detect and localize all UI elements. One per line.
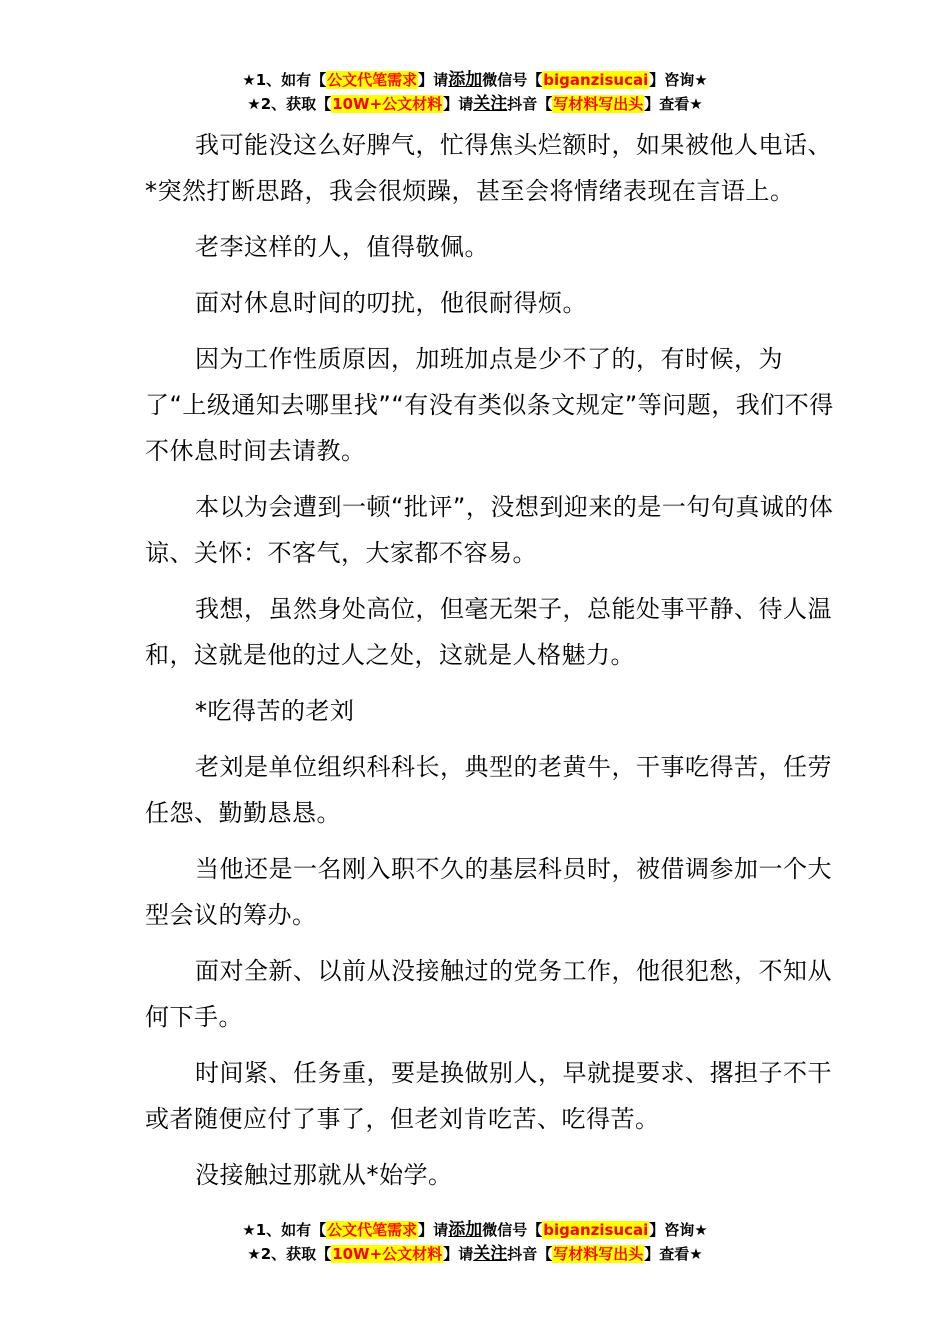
paragraph: 没接触过那就从*始学。 xyxy=(195,1161,453,1189)
banner-text: 2、获取【 xyxy=(260,95,332,113)
paragraph: 本以为会遭到一顿“批评”，没想到迎来的是一句句真诚的体谅、关怀：不客气，大家都不容易。 xyxy=(145,493,834,567)
star-icon: ★ xyxy=(247,95,261,113)
banner-text: 微信号【 xyxy=(482,1221,543,1239)
paragraph: 面对休息时间的叨扰，他很耐得烦。 xyxy=(195,289,587,317)
highlight-service: 公文代笔需求 xyxy=(327,1221,418,1239)
highlight-materials: 10W+公文材料 xyxy=(332,1245,443,1263)
paragraph: 老刘是单位组织科科长，典型的老黄牛，干事吃得苦，任劳任怨、勤勤恳恳。 xyxy=(145,753,832,827)
underlined-text: 添加 xyxy=(448,70,483,90)
banner-text: 抖音【 xyxy=(507,1245,553,1263)
paragraph: 面对全新、以前从没接触过的党务工作，他很犯愁，不知从何下手。 xyxy=(145,957,832,1031)
section-heading: *吃得苦的老刘 xyxy=(195,697,355,725)
footer-banner xyxy=(0,1218,950,1266)
paragraph: 我想，虽然身处高位，但毫无架子，总能处事平静、待人温和，这就是他的过人之处，这就是人格魅力。 xyxy=(145,595,832,669)
underlined-text: 添加 xyxy=(448,1220,483,1240)
banner-text: 】请 xyxy=(418,71,449,89)
highlight-wechat-id: biganzisucai xyxy=(543,71,649,89)
paragraph: 老李这样的人，值得敬佩。 xyxy=(195,233,489,261)
paragraph: 因为工作性质原因，加班加点是少不了的，有时候，为了“上级通知去哪里找”“有没有类似条文规定”等问题，我们不得不休息时间去请教。 xyxy=(145,345,834,465)
highlight-materials: 10W+公文材料 xyxy=(332,95,443,113)
paragraph: 当他还是一名刚入职不久的基层科员时，被借调参加一个大型会议的筹办。 xyxy=(145,855,832,929)
banner-text: 】请 xyxy=(443,95,474,113)
banner-text: 】咨询★ xyxy=(649,71,708,89)
banner-text: 1、如有【 xyxy=(255,1221,327,1239)
underlined-text: 关注 xyxy=(473,94,508,114)
highlight-service: 公文代笔需求 xyxy=(327,71,418,89)
banner-text: 】查看★ xyxy=(644,1245,703,1263)
star-icon: ★ xyxy=(242,71,256,89)
paragraph: 时间紧、任务重，要是换做别人，早就提要求、撂担子不干或者随便应付了事了，但老刘肯吃苦、吃得苦。 xyxy=(145,1059,832,1133)
banner-text: 】请 xyxy=(443,1245,474,1263)
banner-line-2 xyxy=(0,1242,950,1266)
paragraph: 我可能没这么好脾气，忙得焦头烂额时，如果被他人电话、*突然打断思路，我会很烦躁，甚至会将情绪表现在言语上。 xyxy=(145,131,832,205)
star-icon: ★ xyxy=(242,1221,256,1239)
banner-line-2 xyxy=(0,92,950,116)
highlight-douyin: 写材料写出头 xyxy=(553,95,644,113)
highlight-wechat-id: biganzisucai xyxy=(543,1221,649,1239)
banner-text: 抖音【 xyxy=(507,95,553,113)
highlight-douyin: 写材料写出头 xyxy=(553,1245,644,1263)
banner-line-1 xyxy=(0,68,950,92)
banner-text: 1、如有【 xyxy=(255,71,327,89)
underlined-text: 关注 xyxy=(473,1244,508,1264)
banner-text: 】咨询★ xyxy=(649,1221,708,1239)
header-banner xyxy=(0,68,950,116)
banner-text: 】查看★ xyxy=(644,95,703,113)
star-icon: ★ xyxy=(247,1245,261,1263)
banner-line-1 xyxy=(0,1218,950,1242)
banner-text: 微信号【 xyxy=(482,71,543,89)
banner-text: 2、获取【 xyxy=(260,1245,332,1263)
document-body xyxy=(145,122,835,1208)
banner-text: 】请 xyxy=(418,1221,449,1239)
